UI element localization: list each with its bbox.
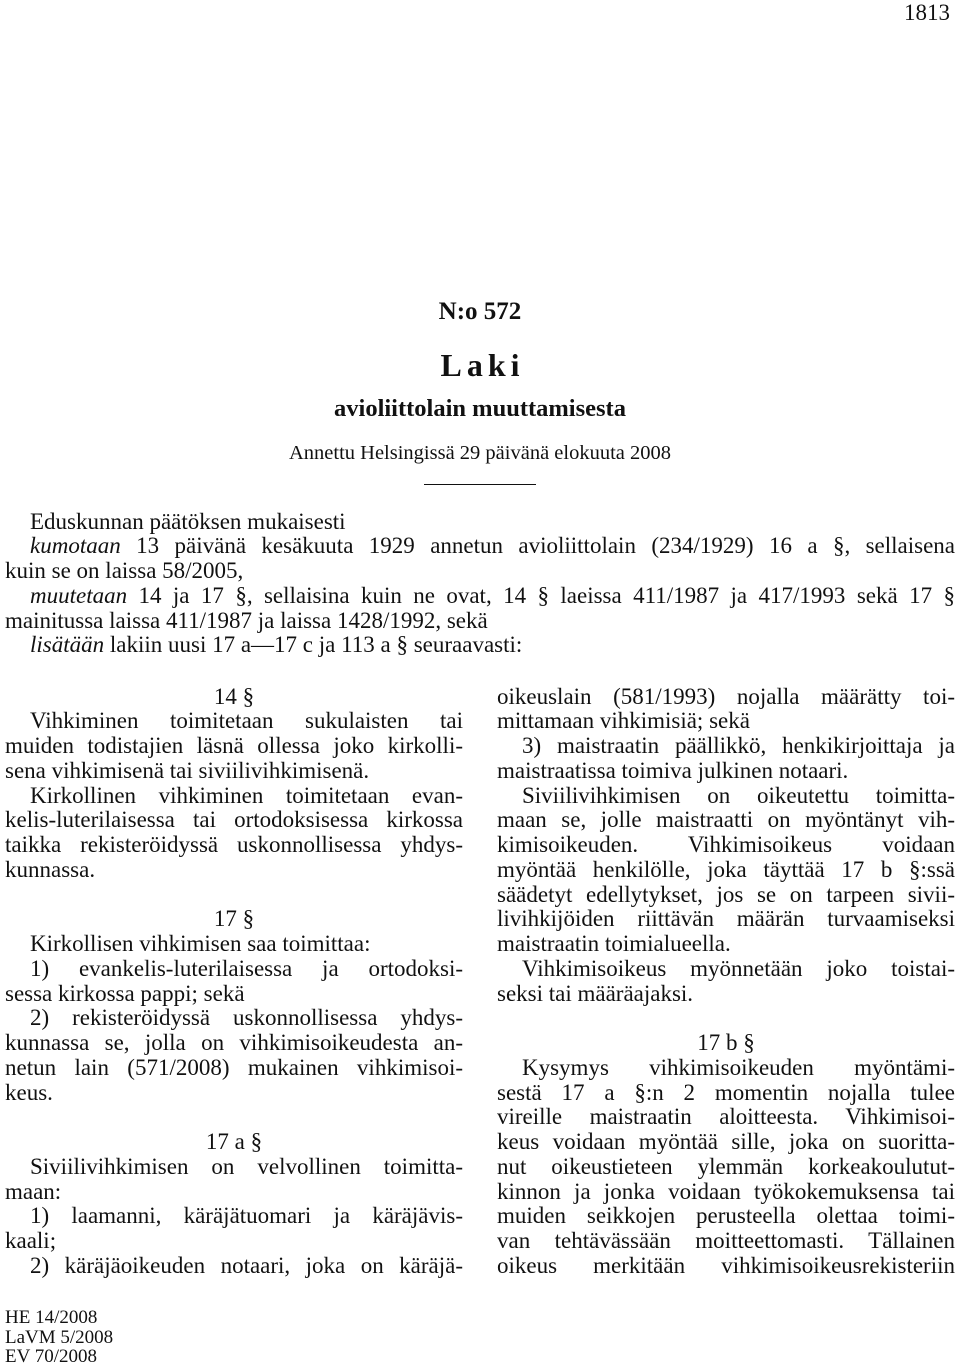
list-item-line: keus. <box>5 1079 53 1105</box>
section-gap <box>497 1006 955 1031</box>
law-number: N:o 572 <box>438 298 522 325</box>
paragraph-line: säädetyt edellytykset, jos se on tarpeen sivii- <box>497 881 955 907</box>
add-clause-line <box>5 633 955 658</box>
list-item-line: kaali; <box>5 1228 57 1254</box>
list-item-line: netun lain (571/2008) mukainen vihkimisoi- <box>5 1054 463 1080</box>
amend-verb: muutetaan <box>30 582 128 608</box>
list-item-line: mittamaan vihkimisiä; sekä <box>497 708 750 734</box>
law-type-heading: Laki <box>440 347 525 383</box>
page-number: 1813 <box>904 0 950 25</box>
law-title: avioliittolain muuttamisesta <box>334 395 626 422</box>
amend-clause-line <box>5 584 955 609</box>
list-item-line: 3) maistraatin päällikkö, henkikirjoittaja ja <box>522 733 955 759</box>
paragraph-line: muiden todistajien läsnä ollessa joko kirkolli- <box>5 733 463 759</box>
paragraph-line: Vihkimisoikeus myönnetään joko toistai- <box>522 955 955 981</box>
preamble-intro: Eduskunnan päätöksen mukaisesti <box>30 508 346 534</box>
paragraph-line: nut oikeustieteen ylemmän korkeakoulutut- <box>497 1153 955 1179</box>
repeal-verb: kumotaan <box>30 533 121 559</box>
section-heading: 17 § <box>213 906 255 932</box>
paragraph-line: vireille maistraatin aloitteesta. Vihkimisoi- <box>497 1104 955 1130</box>
amend-clause-line: mainitussa laissa 411/1987 ja laissa 1428/1992, sekä <box>5 607 488 633</box>
paragraph-line: sena vihkimisenä tai siviilivihkimisenä. <box>5 757 370 783</box>
reference-lavm: LaVM 5/2008 <box>5 1326 114 1348</box>
list-item-line: sessa kirkossa pappi; sekä <box>5 980 245 1006</box>
list-item-line: 1) evankelis-luterilaisessa ja ortodoksi- <box>30 955 463 981</box>
preamble <box>5 510 955 659</box>
section-heading: 17 a § <box>205 1129 263 1155</box>
list-item-line: kunnassa se, jolla on vihkimisoikeudesta an- <box>5 1030 463 1056</box>
left-column <box>5 685 463 1279</box>
paragraph-line: Kysymys vihkimisoikeuden myöntämi- <box>522 1054 955 1080</box>
add-text: lakiin uusi 17 a—17 c ja 113 a § seuraavasti: <box>109 632 523 658</box>
section-gap <box>5 1105 463 1130</box>
repeal-text: 13 päivänä kesäkuuta 1929 annetun avioliittolain (234/1929) 16 a §, sellaisena <box>136 533 956 559</box>
paragraph-line: livihkijöiden riittävän määrän turvaamiseksi <box>497 906 955 932</box>
paragraph-line: muiden seikkojen perusteella olettaa toimi- <box>497 1203 955 1229</box>
paragraph-line: oikeus merkitään vihkimisoikeusrekisteriin <box>497 1252 955 1278</box>
paragraph-line: van tehtävässään moitteettomasti. Tällainen <box>497 1228 955 1254</box>
repeal-clause-line <box>5 534 955 559</box>
paragraph-line: kimisoikeuden. Vihkimisoikeus voidaan <box>497 832 955 858</box>
paragraph-line: kunnassa. <box>5 856 96 882</box>
paragraph-line: myöntää henkilölle, joka täyttää 17 b §:ssä <box>497 856 955 882</box>
list-item-line: 1) laamanni, käräjätuomari ja käräjävis- <box>30 1203 463 1229</box>
reference-he: HE 14/2008 <box>5 1307 98 1328</box>
list-item-line: maistraatissa toimiva julkinen notaari. <box>497 757 849 783</box>
paragraph-line: keus voidaan myöntää sille, joka on suoritta- <box>497 1129 955 1155</box>
add-verb: lisätään <box>30 632 105 658</box>
law-date: Annettu Helsingissä 29 päivänä elokuuta 2008 <box>288 442 672 464</box>
paragraph-line: Siviilivihkimisen on velvollinen toimitta- <box>30 1153 463 1179</box>
paragraph-line: Kirkollinen vihkiminen toimitetaan evan- <box>30 782 463 808</box>
section-heading: 17 b § <box>697 1030 755 1056</box>
list-item-line: 2) käräjäoikeuden notaari, joka on käräjä- <box>30 1252 463 1278</box>
paragraph-line: sestä 17 a §:n 2 momentin nojalla tulee <box>497 1079 955 1105</box>
paragraph-line: kelis-luterilaisessa tai ortodoksisessa kirkossa <box>5 807 463 833</box>
section-heading: 14 § <box>213 683 255 709</box>
list-item-line: 2) rekisteröidyssä uskonnollisessa yhdys- <box>30 1005 463 1031</box>
reference-ev: EV 70/2008 <box>5 1346 98 1367</box>
paragraph-line: maistraatin toimialueella. <box>497 931 731 957</box>
paragraph-line: Vihkiminen toimitetaan sukulaisten tai <box>30 708 463 734</box>
paragraph-line: maan: <box>5 1178 62 1204</box>
repeal-clause-line: kuin se on laissa 58/2005, <box>5 558 244 584</box>
amend-text: 14 ja 17 §, sellaisina kuin ne ovat, 14 § laeissa 411/1987 ja 417/1993 sekä 17 § <box>138 582 955 608</box>
title-divider <box>424 484 536 485</box>
legislative-references <box>5 1308 113 1367</box>
list-item-line: oikeuslain (581/1993) nojalla määrätty toi- <box>497 683 955 709</box>
paragraph-line: Kirkollisen vihkimisen saa toimittaa: <box>30 931 371 957</box>
paragraph-line: taikka rekisteröidyssä uskonnollisessa yhdys- <box>5 832 463 858</box>
paragraph-line: maan se, jolle maistraatti on myöntänyt vih- <box>497 807 955 833</box>
section-gap <box>5 883 463 908</box>
right-column <box>497 685 955 1279</box>
paragraph-line: seksi tai määräajaksi. <box>497 980 694 1006</box>
paragraph-line: kinnon ja jonka voidaan työkokemuksensa tai <box>497 1178 955 1204</box>
paragraph-line: Siviilivihkimisen on oikeutettu toimitta- <box>522 782 955 808</box>
